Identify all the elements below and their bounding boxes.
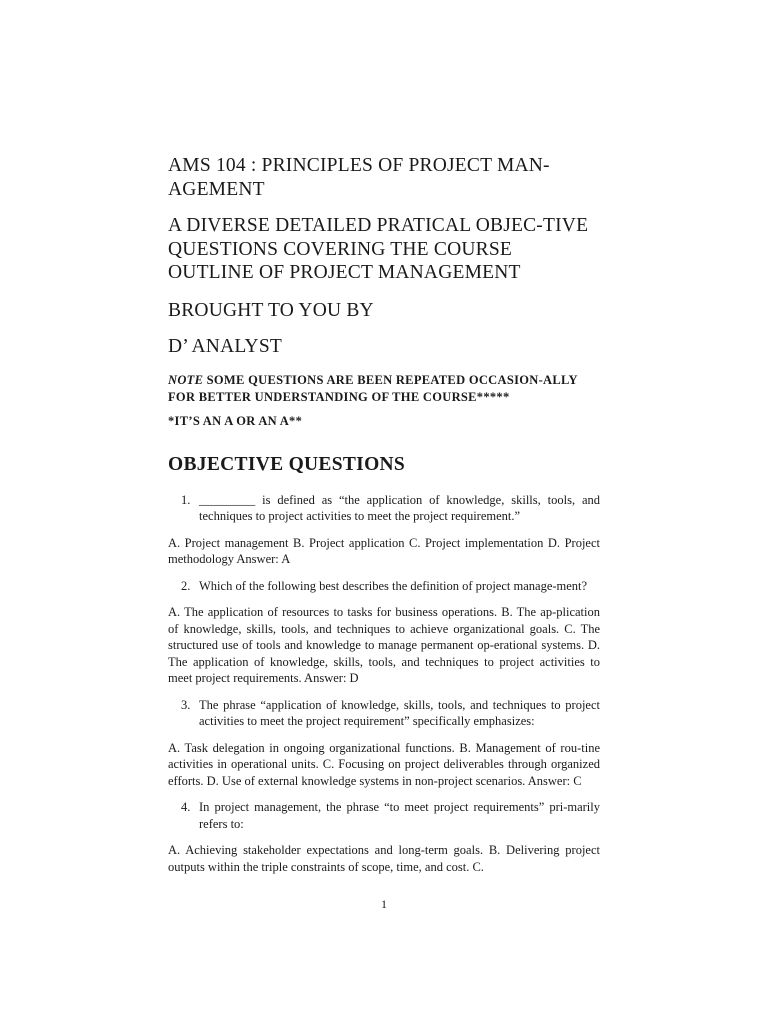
question-text: In project management, the phrase “to meet project requirements” pri-marily refers to:	[199, 800, 600, 831]
answer-options: A. Achieving stakeholder expectations and long-term goals. B. Delivering project outputs within the triple constraints of scope, time, and cost. C.	[168, 843, 600, 874]
question-text: Which of the following best describes the definition of project manage-ment?	[199, 578, 588, 593]
note-text: SOME QUESTIONS ARE BEEN REPEATED OCCASION-ALLY FOR BETTER UNDERSTANDING OF THE COURSE*****	[168, 372, 578, 404]
question-item	[168, 578, 600, 595]
page-number: 1	[381, 897, 387, 911]
brought-by-heading: BROUGHT TO YOU BY	[168, 299, 374, 321]
question-number: 3.	[181, 697, 191, 712]
tagline: *IT’S AN A OR AN A**	[168, 413, 303, 428]
question-number: 4.	[181, 800, 191, 815]
document-subtitle: A DIVERSE DETAILED PRATICAL OBJEC-TIVE QUESTIONS COVERING THE COURSE OUTLINE OF PROJECT MANAGEMENT	[168, 215, 589, 283]
answer-options: A. The application of resources to tasks for business operations. B. The ap-plication of knowledge, skills, tools, and techniques to achieve organizational goals. C. The structured use of tools and knowledge to manage permanent op-erational systems. D. The application of knowledge, skills, tools, and techniques to project activities to meet project requirements. Answer: D	[168, 605, 600, 686]
course-title: AMS 104 : PRINCIPLES OF PROJECT MAN-AGEMENT	[168, 155, 550, 200]
question-item	[168, 697, 600, 730]
answer-options: A. Project management B. Project application C. Project implementation D. Project methodology Answer: A	[168, 535, 600, 567]
answer-options: A. Task delegation in ongoing organizational functions. B. Management of rou-tine activities in operational units. C. Focusing on project deliverables through organized efforts. D. Use of external knowledge systems in non-project scenarios. Answer: C	[168, 740, 600, 788]
question-text: _________ is defined as “the application of knowledge, skills, tools, and techniques to project activities to meet the project requirement.”	[199, 492, 600, 524]
author-heading: D’ ANALYST	[168, 336, 282, 357]
question-item	[168, 799, 600, 832]
note-label: NOTE	[168, 372, 204, 387]
question-item	[168, 492, 600, 525]
repeat-note	[168, 372, 600, 406]
question-number: 2.	[181, 578, 191, 593]
question-number: 1.	[181, 492, 191, 507]
section-title: OBJECTIVE QUESTIONS	[168, 453, 406, 475]
document-page	[168, 150, 600, 875]
question-text: The phrase “application of knowledge, skills, tools, and techniques to project activities to meet the project requirement” specifically emphasizes:	[199, 697, 600, 729]
